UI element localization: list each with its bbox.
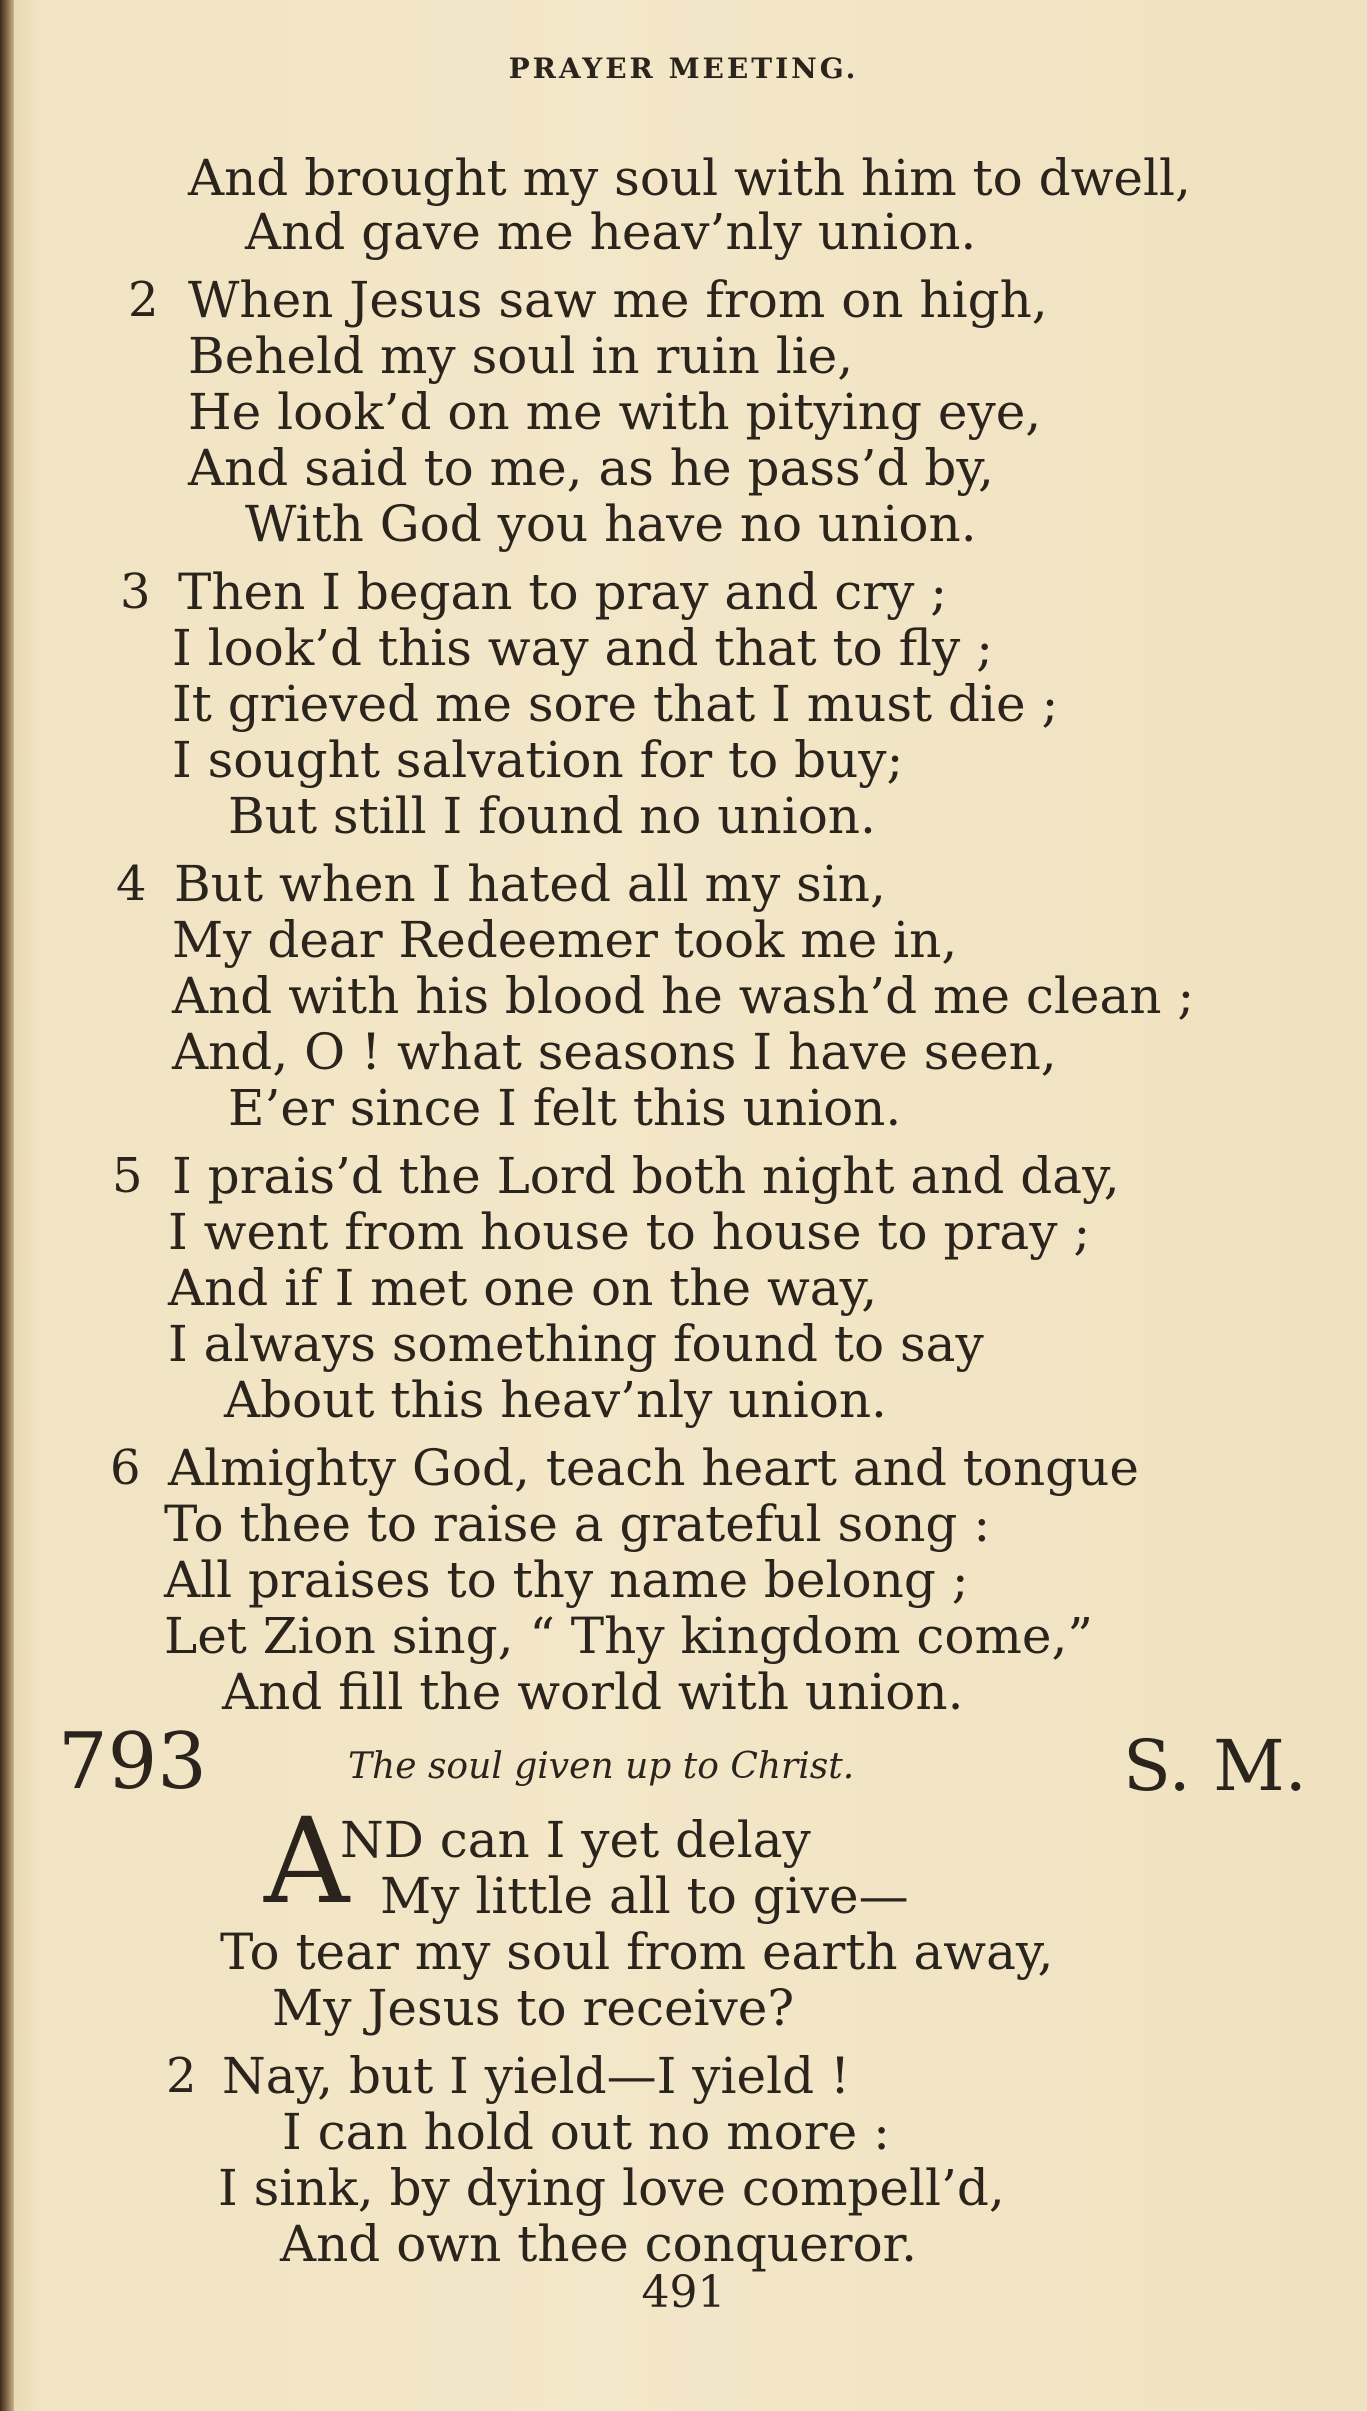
verse-number: 2: [128, 272, 159, 328]
verse-line: About this heav’nly union.: [224, 1371, 887, 1429]
verse-line: Almighty God, teach heart and tongue: [168, 1439, 1139, 1497]
verse-line: And said to me, as he pass’d by,: [188, 439, 994, 497]
continued-line: And brought my soul with him to dwell,: [188, 149, 1191, 207]
hymn-line: My little all to give—: [380, 1867, 909, 1925]
hymn-number: 793: [58, 1717, 207, 1807]
hymn-line: And own thee conqueror.: [280, 2215, 917, 2273]
hymn-title: The soul given up to Christ.: [348, 1746, 855, 1787]
verse-line: Then I began to pray and cry ;: [178, 563, 948, 621]
verse-line: All praises to thy name belong ;: [164, 1551, 969, 1609]
verse-number: 3: [120, 564, 151, 620]
running-header: PRAYER MEETING.: [508, 52, 859, 85]
verse-line: But when I hated all my sin,: [174, 855, 886, 913]
continued-line: And gave me heav’nly union.: [245, 203, 977, 261]
verse-line: But still I found no union.: [228, 787, 876, 845]
verse-number: 5: [112, 1148, 143, 1204]
hymn-line: To tear my soul from earth away,: [220, 1923, 1054, 1981]
verse-line: When Jesus saw me from on high,: [188, 271, 1048, 329]
verse-line: He look’d on me with pitying eye,: [188, 383, 1042, 441]
verse-line: It grieved me sore that I must die ;: [172, 675, 1059, 733]
verse-line: And if I met one on the way,: [168, 1259, 878, 1317]
verse-line: Beheld my soul in ruin lie,: [188, 327, 854, 385]
verse-line: My dear Redeemer took me in,: [172, 911, 958, 969]
hymn-line: My Jesus to receive?: [272, 1979, 795, 2037]
verse-line: With God you have no union.: [245, 495, 977, 553]
hymn-line: I can hold out no more :: [282, 2103, 890, 2161]
hymn-line: I sink, by dying love compell’d,: [218, 2159, 1005, 2217]
page-number: 491: [641, 2267, 726, 2318]
verse-line: I sought salvation for to buy;: [172, 731, 904, 789]
verse-line: I always something found to say: [168, 1315, 984, 1373]
verse-line: And fill the world with union.: [222, 1663, 964, 1721]
verse-line: To thee to raise a grateful song :: [164, 1495, 991, 1553]
drop-cap: A: [264, 1792, 350, 1930]
verse-number: 4: [116, 856, 147, 912]
verse-number: 6: [110, 1440, 141, 1496]
page-binding-edge: [0, 0, 14, 2411]
hymn-line: Nay, but I yield—I yield !: [222, 2047, 851, 2105]
verse-line: And, O ! what seasons I have seen,: [172, 1023, 1057, 1081]
verse-line: Let Zion sing, “ Thy kingdom come,”: [164, 1607, 1093, 1665]
verse-line: And with his blood he wash’d me clean ;: [172, 967, 1195, 1025]
verse-line: I went from house to house to pray ;: [168, 1203, 1091, 1261]
verse-line: I look’d this way and that to fly ;: [172, 619, 993, 677]
verse-line: I prais’d the Lord both night and day,: [172, 1147, 1120, 1205]
verse-line: E’er since I felt this union.: [228, 1079, 902, 1137]
verse-number: 2: [166, 2048, 197, 2104]
hymn-line: ND can I yet delay: [340, 1811, 811, 1869]
hymn-meter: S. M.: [1123, 1725, 1307, 1807]
